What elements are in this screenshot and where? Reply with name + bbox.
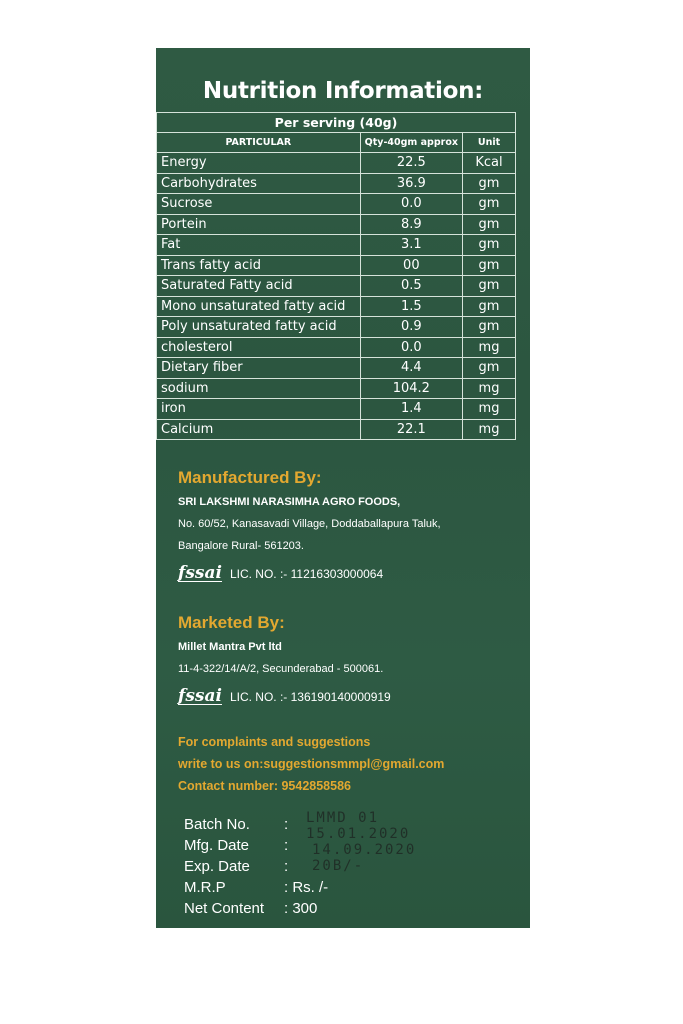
nutrient-qty: 36.9 bbox=[360, 173, 462, 194]
nutrient-unit: mg bbox=[463, 399, 516, 420]
stamp-line: 15.01.2020 bbox=[306, 826, 411, 842]
nutrient-qty: 0.5 bbox=[360, 276, 462, 297]
nutrient-unit: gm bbox=[463, 214, 516, 235]
fssai-logo: fssai bbox=[178, 563, 222, 583]
nutrient-qty: 1.5 bbox=[360, 296, 462, 317]
table-row bbox=[157, 419, 516, 440]
nutrient-name: sodium bbox=[157, 378, 361, 399]
nutrient-name: cholesterol bbox=[157, 337, 361, 358]
marketed-by-heading: Marketed By: bbox=[178, 613, 285, 632]
nutrient-name: Saturated Fatty acid bbox=[157, 276, 361, 297]
marketer-lic-number: LIC. NO. :- 136190140000919 bbox=[229, 689, 391, 704]
nutrient-name: Mono unsaturated fatty acid bbox=[157, 296, 361, 317]
marketer-address bbox=[178, 636, 383, 680]
manufactured-by-heading: Manufactured By: bbox=[178, 468, 322, 487]
table-row bbox=[157, 296, 516, 317]
nutrient-name: Energy bbox=[157, 153, 361, 174]
nutrient-qty: 0.0 bbox=[360, 194, 462, 215]
table-row bbox=[157, 317, 516, 338]
nutrient-unit: mg bbox=[463, 337, 516, 358]
nutrient-qty: 0.0 bbox=[360, 337, 462, 358]
nutrient-unit: gm bbox=[463, 276, 516, 297]
nutrient-unit: gm bbox=[463, 296, 516, 317]
nutrient-unit: gm bbox=[463, 173, 516, 194]
nutrient-name: Calcium bbox=[157, 419, 361, 440]
nutrient-name: Sucrose bbox=[157, 194, 361, 215]
marketer-name: Millet Mantra Pvt ltd bbox=[178, 641, 282, 653]
nutrient-unit: gm bbox=[463, 358, 516, 379]
package-label bbox=[156, 48, 530, 928]
manufacturer-name: SRI LAKSHMI NARASIMHA AGRO FOODS, bbox=[178, 496, 401, 508]
nutrient-unit: gm bbox=[463, 235, 516, 256]
nutrient-unit: Kcal bbox=[463, 153, 516, 174]
complaints-block bbox=[178, 731, 444, 797]
stamp-line: LMMD 01 bbox=[306, 810, 380, 826]
header-unit: Unit bbox=[463, 133, 516, 153]
table-row bbox=[157, 173, 516, 194]
nutrient-name: Portein bbox=[157, 214, 361, 235]
serving-row bbox=[157, 113, 516, 133]
nutrient-qty: 8.9 bbox=[360, 214, 462, 235]
nutrient-qty: 3.1 bbox=[360, 235, 462, 256]
stamp-line: 20B/- bbox=[312, 858, 365, 874]
contact-number: Contact number: 9542858586 bbox=[178, 779, 351, 793]
fssai-logo: fssai bbox=[178, 686, 222, 706]
nutrient-unit: mg bbox=[463, 378, 516, 399]
nutrient-name: Dietary fiber bbox=[157, 358, 361, 379]
table-row bbox=[157, 337, 516, 358]
exp-label: Exp. Date bbox=[184, 858, 250, 875]
exp-value: : bbox=[284, 858, 289, 875]
marketer-license bbox=[178, 688, 391, 705]
nutrient-qty: 1.4 bbox=[360, 399, 462, 420]
stamp-line: 14.09.2020 bbox=[312, 842, 417, 858]
table-header-row bbox=[157, 133, 516, 153]
nutrition-title: Nutrition Information: bbox=[202, 78, 484, 104]
nutrient-qty: 22.5 bbox=[360, 153, 462, 174]
net-content-label: Net Content bbox=[184, 900, 265, 917]
table-row bbox=[157, 235, 516, 256]
manufacturer-address-line2: Bangalore Rural- 561203. bbox=[178, 540, 304, 552]
nutrient-qty: 104.2 bbox=[360, 378, 462, 399]
mrp-value: : Rs. /- bbox=[284, 879, 329, 896]
nutrient-name: Fat bbox=[157, 235, 361, 256]
batch-label: Batch No. bbox=[184, 816, 250, 833]
batch-value: : bbox=[284, 816, 289, 833]
nutrient-name: iron bbox=[157, 399, 361, 420]
nutrition-table-body bbox=[157, 153, 516, 440]
serving-label: Per serving (40g) bbox=[157, 113, 516, 133]
mfg-value: : bbox=[284, 837, 289, 854]
mrp-row bbox=[184, 877, 328, 898]
table-row bbox=[157, 378, 516, 399]
nutrient-name: Poly unsaturated fatty acid bbox=[157, 317, 361, 338]
header-particular: PARTICULAR bbox=[157, 133, 361, 153]
nutrient-name: Carbohydrates bbox=[157, 173, 361, 194]
net-content-row bbox=[184, 898, 328, 919]
nutrient-qty: 00 bbox=[360, 255, 462, 276]
nutrient-name: Trans fatty acid bbox=[157, 255, 361, 276]
complaints-email: write to us on:suggestionsmmpl@gmail.com bbox=[178, 757, 445, 771]
mrp-label: M.R.P bbox=[184, 879, 226, 896]
nutrient-unit: gm bbox=[463, 255, 516, 276]
table-row bbox=[157, 194, 516, 215]
manufacturer-address-line1: No. 60/52, Kanasavadi Village, Doddaballapura Taluk, bbox=[178, 518, 441, 530]
manufacturer-license bbox=[178, 565, 383, 582]
table-row bbox=[157, 153, 516, 174]
nutrient-qty: 22.1 bbox=[360, 419, 462, 440]
printed-stamp bbox=[306, 810, 416, 874]
net-content-value: : 300 bbox=[284, 900, 318, 917]
nutrient-qty: 0.9 bbox=[360, 317, 462, 338]
nutrient-unit: gm bbox=[463, 317, 516, 338]
table-row bbox=[157, 276, 516, 297]
nutrient-unit: gm bbox=[463, 194, 516, 215]
table-row bbox=[157, 358, 516, 379]
mfg-label: Mfg. Date bbox=[184, 837, 250, 854]
header-qty: Qty-40gm approx bbox=[360, 133, 462, 153]
table-row bbox=[157, 399, 516, 420]
manufacturer-address bbox=[178, 491, 441, 557]
nutrient-qty: 4.4 bbox=[360, 358, 462, 379]
marketer-address-line: 11-4-322/14/A/2, Secunderabad - 500061. bbox=[178, 663, 384, 675]
nutrition-table bbox=[156, 112, 516, 440]
manufacturer-lic-number: LIC. NO. :- 11216303000064 bbox=[229, 566, 384, 581]
table-row bbox=[157, 214, 516, 235]
nutrient-unit: mg bbox=[463, 419, 516, 440]
table-row bbox=[157, 255, 516, 276]
complaints-line1: For complaints and suggestions bbox=[178, 735, 371, 749]
